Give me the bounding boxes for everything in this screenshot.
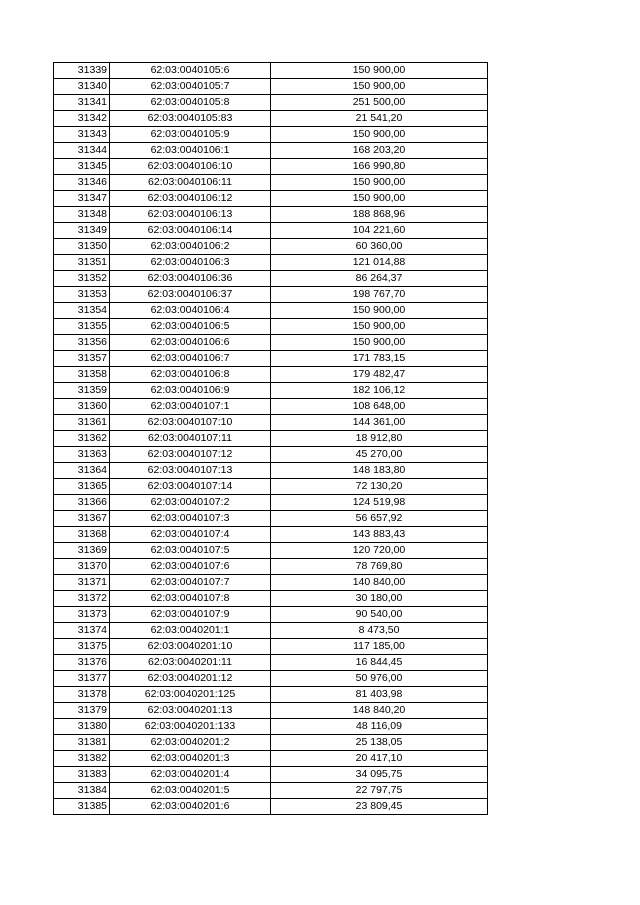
- cadastral-number-cell: 62:03:0040107:9: [110, 607, 271, 623]
- value-cell: 150 900,00: [271, 303, 488, 319]
- row-number-cell: 31372: [54, 591, 110, 607]
- row-number-cell: 31346: [54, 175, 110, 191]
- cadastral-number-cell: 62:03:0040106:7: [110, 351, 271, 367]
- value-cell: 8 473,50: [271, 623, 488, 639]
- cadastral-number-cell: 62:03:0040106:4: [110, 303, 271, 319]
- cadastral-number-cell: 62:03:0040105:8: [110, 95, 271, 111]
- table-row: [54, 687, 488, 703]
- row-number-cell: 31343: [54, 127, 110, 143]
- row-number-cell: 31366: [54, 495, 110, 511]
- table-row: [54, 575, 488, 591]
- cadastral-number-cell: 62:03:0040201:4: [110, 767, 271, 783]
- table-row: [54, 655, 488, 671]
- cadastre-table: [53, 62, 488, 815]
- table-row: [54, 159, 488, 175]
- value-cell: 182 106,12: [271, 383, 488, 399]
- row-number-cell: 31371: [54, 575, 110, 591]
- value-cell: 34 095,75: [271, 767, 488, 783]
- value-cell: 117 185,00: [271, 639, 488, 655]
- cadastral-number-cell: 62:03:0040107:5: [110, 543, 271, 559]
- value-cell: 150 900,00: [271, 319, 488, 335]
- cadastral-number-cell: 62:03:0040106:11: [110, 175, 271, 191]
- table-row: [54, 735, 488, 751]
- cadastral-number-cell: 62:03:0040201:13: [110, 703, 271, 719]
- value-cell: 18 912,80: [271, 431, 488, 447]
- cadastral-number-cell: 62:03:0040106:2: [110, 239, 271, 255]
- table-row: [54, 303, 488, 319]
- value-cell: 121 014,88: [271, 255, 488, 271]
- cadastral-number-cell: 62:03:0040107:12: [110, 447, 271, 463]
- value-cell: 150 900,00: [271, 191, 488, 207]
- cadastral-number-cell: 62:03:0040106:10: [110, 159, 271, 175]
- value-cell: 60 360,00: [271, 239, 488, 255]
- table-row: [54, 479, 488, 495]
- value-cell: 23 809,45: [271, 799, 488, 815]
- cadastral-number-cell: 62:03:0040107:3: [110, 511, 271, 527]
- table-row: [54, 415, 488, 431]
- row-number-cell: 31350: [54, 239, 110, 255]
- cadastral-number-cell: 62:03:0040106:1: [110, 143, 271, 159]
- value-cell: 22 797,75: [271, 783, 488, 799]
- table-row: [54, 79, 488, 95]
- row-number-cell: 31384: [54, 783, 110, 799]
- table-row: [54, 431, 488, 447]
- value-cell: 72 130,20: [271, 479, 488, 495]
- table-row: [54, 703, 488, 719]
- table-row: [54, 591, 488, 607]
- row-number-cell: 31373: [54, 607, 110, 623]
- row-number-cell: 31340: [54, 79, 110, 95]
- value-cell: 150 900,00: [271, 63, 488, 79]
- row-number-cell: 31344: [54, 143, 110, 159]
- value-cell: 48 116,09: [271, 719, 488, 735]
- value-cell: 104 221,60: [271, 223, 488, 239]
- row-number-cell: 31347: [54, 191, 110, 207]
- cadastral-number-cell: 62:03:0040201:5: [110, 783, 271, 799]
- table-row: [54, 607, 488, 623]
- value-cell: 124 519,98: [271, 495, 488, 511]
- cadastral-number-cell: 62:03:0040106:6: [110, 335, 271, 351]
- value-cell: 251 500,00: [271, 95, 488, 111]
- row-number-cell: 31378: [54, 687, 110, 703]
- cadastral-number-cell: 62:03:0040107:7: [110, 575, 271, 591]
- row-number-cell: 31367: [54, 511, 110, 527]
- value-cell: 143 883,43: [271, 527, 488, 543]
- table-row: [54, 287, 488, 303]
- value-cell: 30 180,00: [271, 591, 488, 607]
- table-row: [54, 271, 488, 287]
- table-row: [54, 463, 488, 479]
- table-row: [54, 175, 488, 191]
- value-cell: 78 769,80: [271, 559, 488, 575]
- table-row: [54, 783, 488, 799]
- cadastral-number-cell: 62:03:0040106:3: [110, 255, 271, 271]
- value-cell: 50 976,00: [271, 671, 488, 687]
- table-row: [54, 767, 488, 783]
- value-cell: 25 138,05: [271, 735, 488, 751]
- row-number-cell: 31370: [54, 559, 110, 575]
- row-number-cell: 31380: [54, 719, 110, 735]
- table-row: [54, 671, 488, 687]
- row-number-cell: 31362: [54, 431, 110, 447]
- cadastral-number-cell: 62:03:0040107:14: [110, 479, 271, 495]
- row-number-cell: 31382: [54, 751, 110, 767]
- value-cell: 140 840,00: [271, 575, 488, 591]
- row-number-cell: 31379: [54, 703, 110, 719]
- table-row: [54, 447, 488, 463]
- row-number-cell: 31375: [54, 639, 110, 655]
- value-cell: 150 900,00: [271, 127, 488, 143]
- cadastral-number-cell: 62:03:0040107:10: [110, 415, 271, 431]
- value-cell: 179 482,47: [271, 367, 488, 383]
- row-number-cell: 31358: [54, 367, 110, 383]
- value-cell: 56 657,92: [271, 511, 488, 527]
- table-row: [54, 639, 488, 655]
- cadastral-number-cell: 62:03:0040105:7: [110, 79, 271, 95]
- cadastral-number-cell: 62:03:0040106:14: [110, 223, 271, 239]
- table-row: [54, 319, 488, 335]
- cadastral-number-cell: 62:03:0040107:11: [110, 431, 271, 447]
- table-row: [54, 351, 488, 367]
- table-row: [54, 335, 488, 351]
- row-number-cell: 31369: [54, 543, 110, 559]
- value-cell: 20 417,10: [271, 751, 488, 767]
- value-cell: 198 767,70: [271, 287, 488, 303]
- row-number-cell: 31356: [54, 335, 110, 351]
- value-cell: 81 403,98: [271, 687, 488, 703]
- table-row: [54, 223, 488, 239]
- cadastral-number-cell: 62:03:0040105:6: [110, 63, 271, 79]
- table-row: [54, 495, 488, 511]
- value-cell: 150 900,00: [271, 79, 488, 95]
- cadastral-number-cell: 62:03:0040107:6: [110, 559, 271, 575]
- row-number-cell: 31351: [54, 255, 110, 271]
- cadastral-number-cell: 62:03:0040106:37: [110, 287, 271, 303]
- table-row: [54, 511, 488, 527]
- table-row: [54, 623, 488, 639]
- table-row: [54, 127, 488, 143]
- row-number-cell: 31365: [54, 479, 110, 495]
- cadastral-number-cell: 62:03:0040201:6: [110, 799, 271, 815]
- cadastral-number-cell: 62:03:0040201:1: [110, 623, 271, 639]
- cadastral-number-cell: 62:03:0040201:12: [110, 671, 271, 687]
- row-number-cell: 31368: [54, 527, 110, 543]
- row-number-cell: 31374: [54, 623, 110, 639]
- row-number-cell: 31363: [54, 447, 110, 463]
- table-row: [54, 95, 488, 111]
- value-cell: 150 900,00: [271, 335, 488, 351]
- cadastral-number-cell: 62:03:0040201:2: [110, 735, 271, 751]
- table-row: [54, 383, 488, 399]
- table-row: [54, 527, 488, 543]
- value-cell: 16 844,45: [271, 655, 488, 671]
- value-cell: 45 270,00: [271, 447, 488, 463]
- table-row: [54, 143, 488, 159]
- table-row: [54, 559, 488, 575]
- row-number-cell: 31339: [54, 63, 110, 79]
- cadastral-number-cell: 62:03:0040106:36: [110, 271, 271, 287]
- value-cell: 90 540,00: [271, 607, 488, 623]
- table-row: [54, 191, 488, 207]
- value-cell: 166 990,80: [271, 159, 488, 175]
- cadastral-number-cell: 62:03:0040107:13: [110, 463, 271, 479]
- cadastral-number-cell: 62:03:0040107:2: [110, 495, 271, 511]
- row-number-cell: 31376: [54, 655, 110, 671]
- row-number-cell: 31360: [54, 399, 110, 415]
- table-row: [54, 255, 488, 271]
- cadastral-number-cell: 62:03:0040201:133: [110, 719, 271, 735]
- table-row: [54, 367, 488, 383]
- table-row: [54, 111, 488, 127]
- row-number-cell: 31361: [54, 415, 110, 431]
- cadastral-number-cell: 62:03:0040201:125: [110, 687, 271, 703]
- table-row: [54, 399, 488, 415]
- value-cell: 168 203,20: [271, 143, 488, 159]
- table-row: [54, 239, 488, 255]
- table-row: [54, 719, 488, 735]
- cadastral-number-cell: 62:03:0040106:12: [110, 191, 271, 207]
- value-cell: 150 900,00: [271, 175, 488, 191]
- value-cell: 171 783,15: [271, 351, 488, 367]
- cadastral-number-cell: 62:03:0040201:3: [110, 751, 271, 767]
- row-number-cell: 31381: [54, 735, 110, 751]
- cadastral-number-cell: 62:03:0040107:8: [110, 591, 271, 607]
- row-number-cell: 31342: [54, 111, 110, 127]
- cadastral-number-cell: 62:03:0040106:9: [110, 383, 271, 399]
- row-number-cell: 31359: [54, 383, 110, 399]
- row-number-cell: 31349: [54, 223, 110, 239]
- cadastral-number-cell: 62:03:0040107:4: [110, 527, 271, 543]
- row-number-cell: 31364: [54, 463, 110, 479]
- table-row: [54, 63, 488, 79]
- value-cell: 188 868,96: [271, 207, 488, 223]
- cadastral-number-cell: 62:03:0040105:9: [110, 127, 271, 143]
- cadastral-number-cell: 62:03:0040105:83: [110, 111, 271, 127]
- value-cell: 148 840,20: [271, 703, 488, 719]
- cadastral-number-cell: 62:03:0040201:11: [110, 655, 271, 671]
- cadastral-number-cell: 62:03:0040106:5: [110, 319, 271, 335]
- cadastral-number-cell: 62:03:0040107:1: [110, 399, 271, 415]
- table-row: [54, 543, 488, 559]
- table-row: [54, 799, 488, 815]
- row-number-cell: 31348: [54, 207, 110, 223]
- row-number-cell: 31383: [54, 767, 110, 783]
- value-cell: 21 541,20: [271, 111, 488, 127]
- row-number-cell: 31352: [54, 271, 110, 287]
- table-row: [54, 751, 488, 767]
- row-number-cell: 31354: [54, 303, 110, 319]
- value-cell: 86 264,37: [271, 271, 488, 287]
- cadastral-number-cell: 62:03:0040201:10: [110, 639, 271, 655]
- row-number-cell: 31357: [54, 351, 110, 367]
- value-cell: 108 648,00: [271, 399, 488, 415]
- row-number-cell: 31345: [54, 159, 110, 175]
- row-number-cell: 31377: [54, 671, 110, 687]
- value-cell: 120 720,00: [271, 543, 488, 559]
- value-cell: 148 183,80: [271, 463, 488, 479]
- row-number-cell: 31385: [54, 799, 110, 815]
- table-row: [54, 207, 488, 223]
- cadastral-number-cell: 62:03:0040106:8: [110, 367, 271, 383]
- value-cell: 144 361,00: [271, 415, 488, 431]
- row-number-cell: 31355: [54, 319, 110, 335]
- row-number-cell: 31341: [54, 95, 110, 111]
- cadastral-number-cell: 62:03:0040106:13: [110, 207, 271, 223]
- table-body: [54, 63, 488, 815]
- row-number-cell: 31353: [54, 287, 110, 303]
